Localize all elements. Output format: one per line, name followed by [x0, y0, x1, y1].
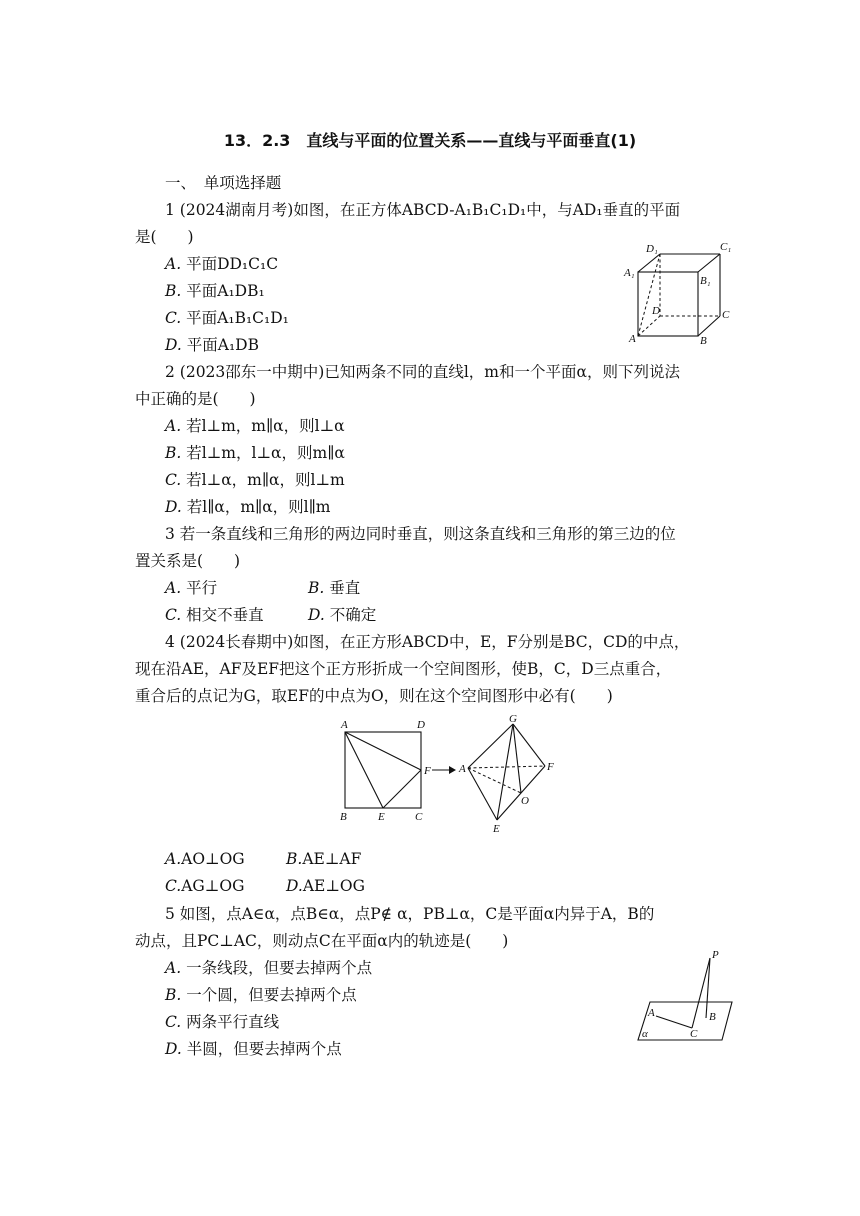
label-a: A	[341, 719, 348, 731]
option-letter: C.	[165, 1013, 182, 1031]
q4-option-b	[286, 848, 361, 870]
section-heading: 一、 单项选择题	[165, 174, 282, 192]
option-letter: D.	[165, 498, 182, 516]
label-p: P	[712, 949, 719, 961]
option-text: AO⊥OG	[181, 850, 245, 868]
option-text: 若l∥α，m∥α，则l∥m	[186, 498, 331, 516]
cube-edge	[698, 254, 720, 272]
option-letter: D.	[165, 1040, 182, 1058]
q2-stem-line2: 中正确的是( )	[135, 390, 256, 408]
option-letter: C.	[165, 606, 182, 624]
label-c: C	[415, 811, 423, 823]
q2-option-b	[165, 442, 345, 464]
q3-stem-line1: 3 若一条直线和三角形的两边同时垂直，则这条直线和三角形的第三边的位	[165, 525, 676, 543]
arrow-head	[449, 766, 456, 774]
q1-stem-line1: 1 (2024湖南月考)如图，在正方体ABCD-A₁B₁C₁D₁中，与AD₁垂直的平面	[165, 201, 681, 219]
page-title: 13．2.3 直线与平面的位置关系——直线与平面垂直(1)	[223, 131, 637, 150]
q4-option-a	[165, 848, 245, 870]
q1-stem-line2: 是( )	[135, 228, 194, 246]
option-letter: B.	[165, 444, 182, 462]
cube-hidden-edge	[638, 316, 660, 336]
option-text: 若l⊥α，m∥α，则l⊥m	[186, 471, 345, 489]
q4-stem-line2: 现在沿AE，AF及EF把这个正方形折成一个空间图形，使B，C，D三点重合，	[135, 660, 672, 678]
q4-option-d	[286, 875, 365, 897]
q2-option-a	[165, 415, 345, 437]
option-text: 若l⊥m，m∥α，则l⊥α	[186, 417, 345, 435]
q1-option-c	[165, 307, 289, 329]
label-f: F	[424, 765, 431, 777]
option-text: AG⊥OG	[181, 877, 245, 895]
square-abcd	[345, 732, 421, 808]
option-letter: D.	[308, 606, 325, 624]
label-b: B	[709, 1011, 716, 1023]
segment-ef	[383, 770, 421, 808]
q2-option-c	[165, 469, 345, 491]
option-letter: A.	[165, 850, 182, 868]
label-c: C	[690, 1028, 698, 1040]
q3-option-c	[165, 604, 264, 626]
q4-stem-line3: 重合后的点记为G，取EF的中点为O，则在这个空间图形中必有( )	[135, 687, 613, 705]
label-d: D	[652, 305, 660, 317]
option-letter: B.	[165, 986, 182, 1004]
option-letter: D.	[165, 336, 182, 354]
label-e-folded: E	[493, 823, 500, 835]
option-letter: A.	[165, 959, 182, 977]
option-letter: D.	[286, 877, 303, 895]
q4-stem-line1: 4 (2024长春期中)如图，在正方形ABCD中，E，F分别是BC，CD的中点，	[165, 633, 690, 651]
option-text: 平行	[186, 579, 218, 597]
option-text: 半圆，但要去掉两个点	[186, 1040, 342, 1058]
q5-option-d	[165, 1038, 342, 1060]
q4-option-c	[165, 875, 244, 897]
option-text: 平面A₁DB	[186, 336, 259, 354]
option-letter: A.	[165, 579, 182, 597]
option-text: 平面A₁DB₁	[186, 282, 265, 300]
label-c1: C₁	[720, 241, 732, 253]
edge-ge	[497, 724, 513, 820]
cube-diagonal-ad1	[638, 254, 660, 336]
cube-edge	[638, 254, 660, 272]
option-letter: B.	[165, 282, 182, 300]
option-letter: C.	[165, 877, 182, 895]
edge-gf	[513, 724, 545, 766]
q5-stem-line2: 动点，且PC⊥AC，则动点C在平面α内的轨迹是( )	[135, 932, 509, 950]
option-text: 相交不垂直	[186, 606, 264, 624]
q5-stem-line1: 5 如图，点A∈α，点B∈α，点P∉ α，PB⊥α，C是平面α内异于A，B的	[165, 905, 655, 923]
q1-cube-figure	[620, 238, 740, 348]
q1-option-b	[165, 280, 265, 302]
label-c: C	[722, 309, 730, 321]
option-letter: A.	[165, 417, 182, 435]
q2-stem-line1: 2 (2023邵东一中期中)已知两条不同的直线l，m和一个平面α，则下列说法	[165, 363, 680, 381]
label-f-folded: F	[547, 761, 554, 773]
label-g: G	[509, 713, 517, 725]
option-text: 两条平行直线	[186, 1013, 280, 1031]
cube-edge	[698, 316, 720, 336]
option-letter: A.	[165, 255, 182, 273]
option-text: AE⊥OG	[302, 877, 365, 895]
option-text: 一条线段，但要去掉两个点	[186, 959, 373, 977]
option-text: AE⊥AF	[302, 850, 362, 868]
label-a1: A₁	[624, 267, 635, 279]
option-letter: C.	[165, 309, 182, 327]
q5-plane-figure	[632, 948, 742, 1048]
option-text: 平面DD₁C₁C	[186, 255, 279, 273]
label-b: B	[340, 811, 347, 823]
label-alpha: α	[642, 1028, 648, 1040]
option-text: 若l⊥m，l⊥α，则m∥α	[186, 444, 345, 462]
segment-ac	[656, 1016, 692, 1028]
q4-folding-figure	[335, 713, 565, 836]
q3-option-b	[308, 577, 360, 599]
option-letter: B.	[308, 579, 325, 597]
segment-ae	[345, 732, 383, 808]
label-o: O	[521, 795, 529, 807]
segment-ao-hidden	[468, 768, 521, 793]
edge-ae	[468, 768, 497, 820]
q1-option-a	[165, 253, 278, 275]
q5-option-a	[165, 957, 372, 979]
label-a-folded: A	[459, 763, 466, 775]
segment-go	[513, 724, 521, 793]
label-a: A	[629, 333, 636, 345]
label-d: D	[417, 719, 425, 731]
option-text: 垂直	[329, 579, 361, 597]
option-letter: C.	[165, 471, 182, 489]
label-b: B	[700, 335, 707, 347]
option-letter: B.	[286, 850, 303, 868]
q3-option-a	[165, 577, 217, 599]
q5-option-b	[165, 984, 357, 1006]
label-a: A	[648, 1007, 655, 1019]
option-text: 不确定	[329, 606, 377, 624]
label-d1: D₁	[646, 243, 658, 255]
q5-option-c	[165, 1011, 279, 1033]
q3-option-d	[308, 604, 376, 626]
q3-stem-line2: 置关系是( )	[135, 552, 241, 570]
q1-option-d	[165, 334, 259, 356]
q2-option-d	[165, 496, 330, 518]
segment-af	[345, 732, 421, 770]
label-b1: B₁	[700, 275, 711, 287]
option-text: 一个圆，但要去掉两个点	[186, 986, 357, 1004]
label-e: E	[378, 811, 385, 823]
option-text: 平面A₁B₁C₁D₁	[186, 309, 289, 327]
